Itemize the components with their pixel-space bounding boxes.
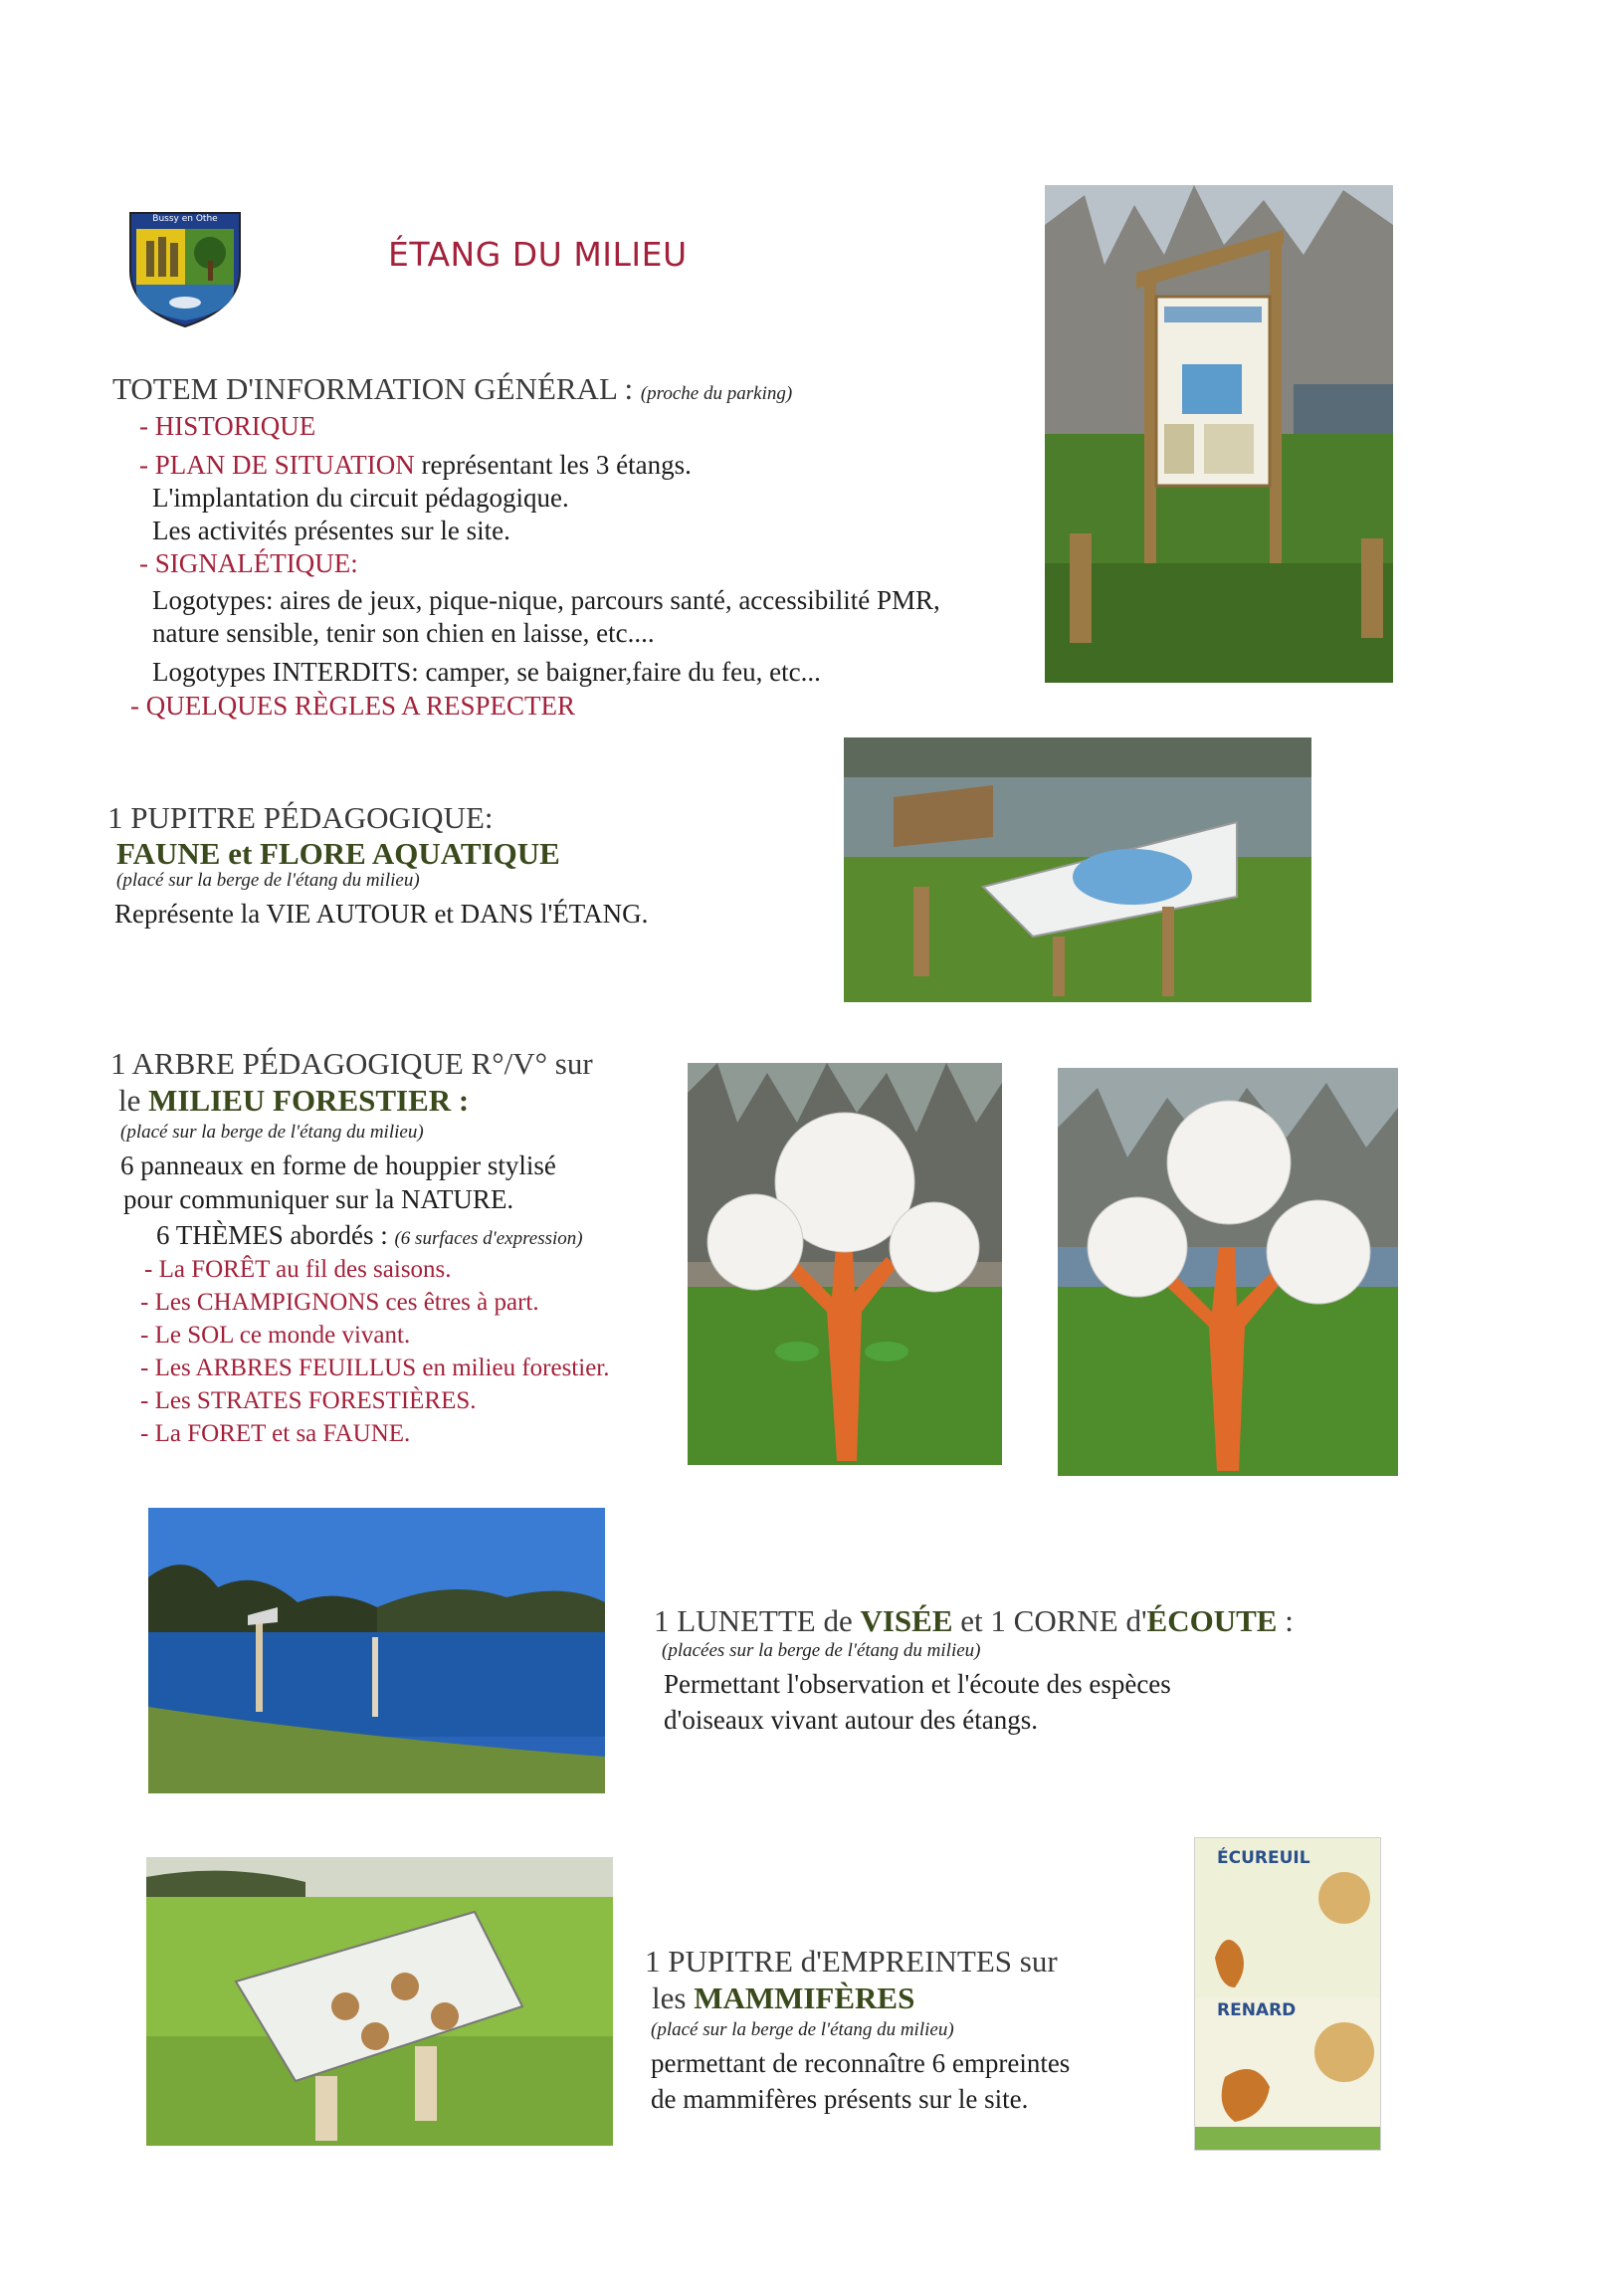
totem-photo: [1045, 185, 1393, 683]
arbre-theme-3: - Le SOL ce monde vivant.: [140, 1322, 411, 1349]
lunette-h-part2: et 1 CORNE d': [952, 1603, 1147, 1638]
totem-plan-label: - PLAN DE SITUATION: [139, 450, 415, 480]
totem-sig-line3: Logotypes INTERDITS: camper, se baigner,faire du feu, etc...: [152, 657, 821, 687]
totem-historique: - HISTORIQUE: [139, 411, 316, 441]
pupitre-note: (placé sur la berge de l'étang du milieu): [116, 870, 420, 891]
totem-regles: - QUELQUES RÈGLES A RESPECTER: [130, 691, 576, 721]
arbre-heading2-prefix: le: [118, 1083, 149, 1118]
totem-plan-text: représentant les 3 étangs.: [414, 450, 692, 480]
totem-sig-line2: nature sensible, tenir son chien en laisse, etc....: [152, 618, 655, 648]
crest-label: Bussy en Othe: [152, 214, 218, 224]
lunette-h-part3: :: [1277, 1603, 1294, 1638]
arbre-theme-1: - La FORÊT au fil des saisons.: [144, 1256, 452, 1283]
empreintes-text2: de mammifères présents sur le site.: [651, 2084, 1029, 2114]
empreintes-card: [1194, 1837, 1381, 2151]
pupitre-heading: 1 PUPITRE PÉDAGOGIQUE:: [107, 800, 494, 835]
lunette-photo: [148, 1508, 605, 1793]
arbre-heading2-bold: MILIEU FORESTIER :: [148, 1083, 470, 1118]
totem-sig-line1: Logotypes: aires de jeux, pique-nique, parcours santé, accessibilité PMR,: [152, 585, 940, 615]
lunette-h-part1: 1 LUNETTE de: [654, 1603, 861, 1638]
lunette-heading: [654, 1603, 1294, 1639]
totem-plan-line2: L'implantation du circuit pédagogique.: [152, 483, 569, 513]
pupitre-text: Représente la VIE AUTOUR et DANS l'ÉTANG.: [114, 899, 649, 929]
empreintes-heading2: [652, 1981, 914, 2016]
arbre-themes-label-text: 6 THÈMES abordés :: [156, 1220, 388, 1250]
arbre-photo-verso: [1058, 1068, 1398, 1476]
arbre-heading: 1 ARBRE PÉDAGOGIQUE R°/V° sur: [110, 1046, 593, 1081]
pupitre-subtitle: FAUNE et FLORE AQUATIQUE: [116, 836, 560, 871]
totem-heading-text: TOTEM D'INFORMATION GÉNÉRAL :: [112, 371, 634, 406]
empreintes-note: (placé sur la berge de l'étang du milieu): [651, 2019, 954, 2040]
arbre-note: (placé sur la berge de l'étang du milieu): [120, 1122, 424, 1143]
arbre-themes-label: [156, 1220, 583, 1251]
arbre-themes-note: (6 surfaces d'expression): [394, 1228, 583, 1249]
arbre-text1: 6 panneaux en forme de houppier stylisé: [120, 1150, 556, 1180]
lunette-text2: d'oiseaux vivant autour des étangs.: [664, 1705, 1039, 1735]
empreintes-heading2-prefix: les: [652, 1981, 695, 2015]
arbre-photo-recto: [688, 1063, 1002, 1465]
totem-signaletique: - SIGNALÉTIQUE:: [139, 548, 358, 578]
arbre-heading2: [118, 1083, 469, 1119]
card-label-ecureuil: ÉCUREUIL: [1217, 1848, 1310, 1868]
empreintes-photo: [146, 1857, 613, 2146]
arbre-theme-6: - La FORET et sa FAUNE.: [140, 1420, 411, 1447]
lunette-h-bold2: ÉCOUTE: [1146, 1603, 1278, 1638]
arbre-theme-4: - Les ARBRES FEUILLUS en milieu forestier.: [140, 1355, 610, 1381]
empreintes-text1: permettant de reconnaître 6 empreintes: [651, 2048, 1071, 2078]
totem-heading-note: (proche du parking): [640, 383, 793, 404]
empreintes-heading2-bold: MAMMIFÈRES: [694, 1981, 915, 2015]
totem-plan: [139, 450, 692, 481]
arbre-text2: pour communiquer sur la NATURE.: [123, 1184, 514, 1214]
lunette-note: (placées sur la berge de l'étang du milieu): [662, 1640, 981, 1661]
arbre-theme-2: - Les CHAMPIGNONS ces êtres à part.: [140, 1289, 539, 1316]
lunette-h-bold1: VISÉE: [860, 1603, 953, 1638]
page-title: ÉTANG DU MILIEU: [388, 235, 688, 274]
totem-plan-line3: Les activités présentes sur le site.: [152, 516, 510, 545]
arbre-theme-5: - Les STRATES FORESTIÈRES.: [140, 1387, 477, 1414]
lunette-text1: Permettant l'observation et l'écoute des espèces: [664, 1669, 1171, 1699]
totem-heading: [112, 371, 792, 407]
card-label-renard: RENARD: [1217, 2000, 1297, 2020]
crest-logo: [126, 209, 244, 328]
empreintes-heading: 1 PUPITRE d'EMPREINTES sur: [645, 1944, 1058, 1979]
pupitre-photo: [844, 737, 1311, 1002]
